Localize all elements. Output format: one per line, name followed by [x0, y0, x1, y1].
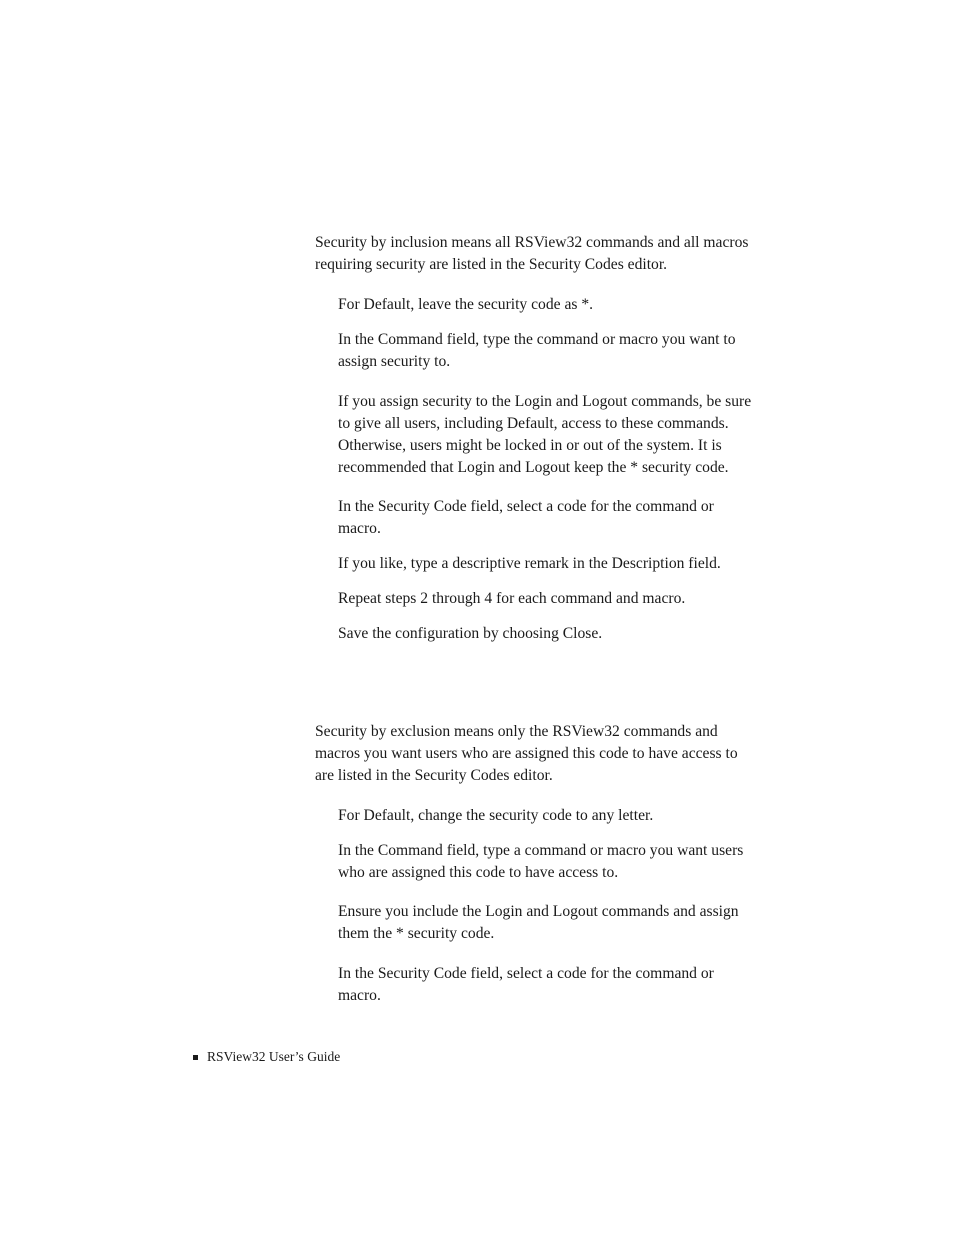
text-line: In the Command field, type a command or macro you want users [338, 842, 744, 859]
text-line: requiring security are listed in the Security Codes editor. [315, 256, 668, 273]
text-line: recommended that Login and Logout keep the * security code. [338, 459, 729, 476]
text-line: If you like, type a descriptive remark in the Description field. [338, 555, 721, 572]
inclusion-step-4 [338, 553, 721, 575]
square-bullet-icon [193, 1055, 198, 1060]
inclusion-note [338, 391, 751, 479]
text-line: macro. [338, 520, 381, 537]
exclusion-intro-paragraph [315, 721, 738, 787]
text-line: Otherwise, users might be locked in or out of the system. It is [338, 437, 722, 454]
exclusion-step-2 [338, 840, 743, 884]
text-line: them the * security code. [338, 925, 495, 942]
inclusion-step-2 [338, 329, 736, 373]
page-footer [193, 1048, 340, 1066]
text-line: Repeat steps 2 through 4 for each command and macro. [338, 590, 686, 607]
inclusion-step-3 [338, 496, 714, 540]
exclusion-step-1 [338, 805, 653, 827]
text-line: Security by exclusion means only the RSView32 commands and [315, 723, 718, 740]
text-line: In the Security Code field, select a code for the command or [338, 965, 714, 982]
exclusion-note [338, 901, 739, 945]
inclusion-step-1 [338, 294, 593, 316]
text-line: assign security to. [338, 353, 451, 370]
exclusion-step-3 [338, 963, 714, 1007]
text-line: Ensure you include the Login and Logout commands and assign [338, 903, 739, 920]
footer-text: RSView32 User’s Guide [207, 1049, 341, 1064]
text-line: Security by inclusion means all RSView32 commands and all macros [315, 234, 749, 251]
inclusion-step-6 [338, 623, 602, 645]
text-line: For Default, leave the security code as *. [338, 296, 594, 313]
text-line: In the Command field, type the command or macro you want to [338, 331, 736, 348]
text-line: In the Security Code field, select a code for the command or [338, 498, 714, 515]
text-line: macros you want users who are assigned this code to have access to [315, 745, 738, 762]
inclusion-step-5 [338, 588, 685, 610]
inclusion-intro-paragraph [315, 232, 748, 276]
text-line: to give all users, including Default, access to these commands. [338, 415, 729, 432]
text-line: who are assigned this code to have access to. [338, 864, 619, 881]
text-line: Save the configuration by choosing Close. [338, 625, 603, 642]
text-line: If you assign security to the Login and Logout commands, be sure [338, 393, 752, 410]
text-line: are listed in the Security Codes editor. [315, 767, 553, 784]
text-line: macro. [338, 987, 381, 1004]
text-line: For Default, change the security code to any letter. [338, 807, 654, 824]
